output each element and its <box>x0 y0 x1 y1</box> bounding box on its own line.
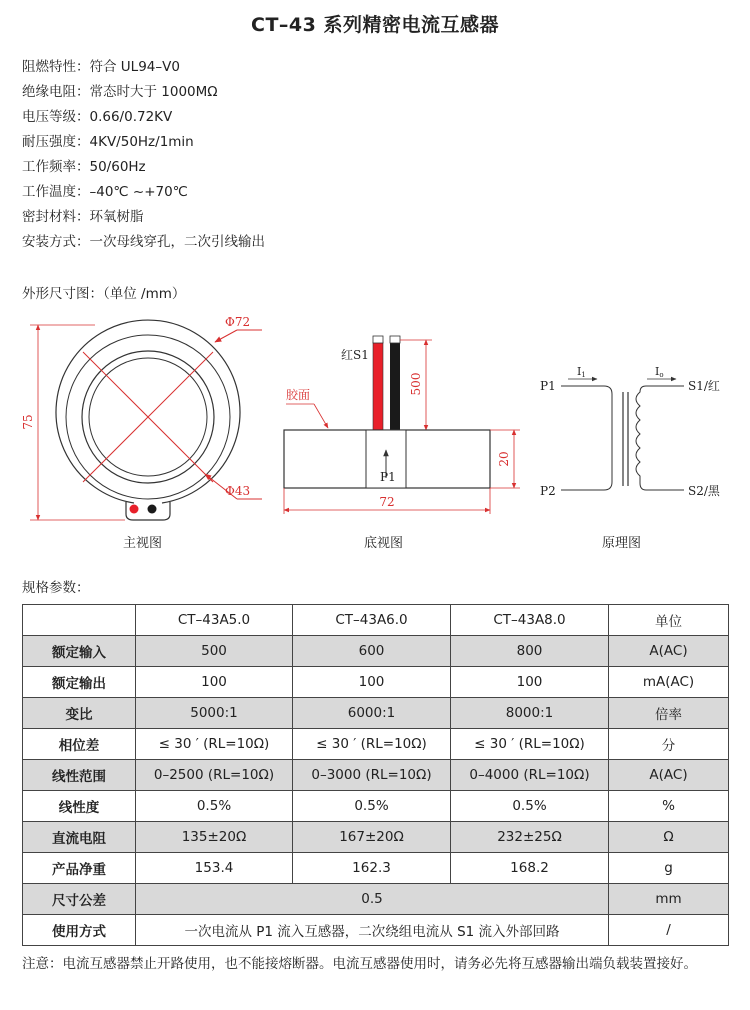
row-label: 变比 <box>23 698 136 729</box>
table-cell: 6000:1 <box>293 698 451 729</box>
table-header-row <box>23 605 729 636</box>
red-wire <box>373 342 383 430</box>
table-cell: 0–3000 (RL=10Ω) <box>293 760 451 791</box>
row-label: 额定输入 <box>23 636 136 667</box>
table-cell: 232±25Ω <box>451 822 609 853</box>
table-cell: 一次电流从 P1 流入互感器，二次绕组电流从 S1 流入外部回路 <box>136 915 609 946</box>
table-cell: 5000:1 <box>136 698 293 729</box>
table-header-cell: CT–43A8.0 <box>451 605 609 636</box>
dimensions-heading: 外形尺寸图：（单位 /mm） <box>22 286 186 302</box>
p1-terminal-label: P1 <box>540 379 556 393</box>
row-label: 产品净重 <box>23 853 136 884</box>
p2-terminal-label: P2 <box>540 484 556 498</box>
spec-value: 4KV/50Hz/1min <box>89 134 194 150</box>
primary-current-label: I1 <box>577 365 586 379</box>
table-cell: ≤ 30 ′ (RL=10Ω) <box>293 729 451 760</box>
row-label: 使用方式 <box>23 915 136 946</box>
spec-row <box>22 80 265 105</box>
secondary-current-label: Io <box>655 365 664 379</box>
wire-label: 红S1 <box>341 348 369 362</box>
page-title: CT–43 系列精密电流互感器 <box>251 14 499 36</box>
table-cell: 8000:1 <box>451 698 609 729</box>
bottom-view <box>284 336 520 514</box>
table-cell: 135±20Ω <box>136 822 293 853</box>
bottom-view-caption: 底视图 <box>364 536 404 551</box>
row-label: 直流电阻 <box>23 822 136 853</box>
table-row <box>23 729 729 760</box>
row-label: 线性度 <box>23 791 136 822</box>
s1-terminal-label: S1/红 <box>688 379 720 393</box>
spec-table <box>22 604 729 946</box>
table-row <box>23 822 729 853</box>
spec-row <box>22 55 265 80</box>
leader-line <box>314 404 328 428</box>
table-cell: 100 <box>451 667 609 698</box>
table-header-cell: CT–43A6.0 <box>293 605 451 636</box>
table-row <box>23 915 729 946</box>
table-cell: 168.2 <box>451 853 609 884</box>
unit-cell: / <box>609 915 729 946</box>
spec-row <box>22 155 265 180</box>
spec-label: 耐压强度： <box>22 134 90 150</box>
row-label: 相位差 <box>23 729 136 760</box>
row-label: 尺寸公差 <box>23 884 136 915</box>
unit-cell: A(AC) <box>609 760 729 791</box>
spec-label: 安装方式： <box>22 234 90 250</box>
lead-dimension-label: 500 <box>409 372 423 396</box>
spec-value: 环氧树脂 <box>89 209 144 225</box>
table-cell: 800 <box>451 636 609 667</box>
caution-note: 注意：电流互感器禁止开路使用，也不能接熔断器。电流互感器使用时，请务必先将互感器输出端负载装置接好。 <box>22 956 697 972</box>
table-cell: 500 <box>136 636 293 667</box>
glue-label: 胶面 <box>286 388 311 402</box>
row-label: 线性范围 <box>23 760 136 791</box>
body-height-dimension-label: 20 <box>497 451 511 467</box>
spec-row <box>22 180 265 205</box>
unit-cell: Ω <box>609 822 729 853</box>
spec-label: 阻燃特性： <box>22 59 90 75</box>
black-wire <box>390 342 400 430</box>
red-terminal <box>130 505 139 514</box>
table-cell: 0.5% <box>136 791 293 822</box>
table-cell: 100 <box>136 667 293 698</box>
spec-row <box>22 105 265 130</box>
spec-value: 0.66/0.72KV <box>89 109 173 125</box>
unit-cell: % <box>609 791 729 822</box>
secondary-winding <box>636 386 684 490</box>
table-cell: 100 <box>293 667 451 698</box>
leader-line <box>215 330 237 342</box>
table-cell: 0–4000 (RL=10Ω) <box>451 760 609 791</box>
spec-row <box>22 205 265 230</box>
table-cell: 0.5 <box>136 884 609 915</box>
spec-label: 工作温度： <box>22 184 90 200</box>
spec-label: 工作频率： <box>22 159 90 175</box>
unit-cell: A(AC) <box>609 636 729 667</box>
spec-list <box>22 55 265 255</box>
inner-diameter-label: Φ43 <box>225 484 251 498</box>
width-dimension-label: 72 <box>379 495 395 509</box>
table-row <box>23 760 729 791</box>
table-row <box>23 791 729 822</box>
table-header-cell <box>23 605 136 636</box>
spec-label: 密封材料： <box>22 209 90 225</box>
black-terminal <box>148 505 157 514</box>
primary-conductor <box>561 386 612 490</box>
spec-value: 符合 UL94–V0 <box>89 59 180 75</box>
table-cell: ≤ 30 ′ (RL=10Ω) <box>136 729 293 760</box>
table-header-cell: CT–43A5.0 <box>136 605 293 636</box>
s2-terminal-label: S2/黑 <box>688 484 720 498</box>
spec-row <box>22 230 265 255</box>
table-row <box>23 667 729 698</box>
table-cell: 153.4 <box>136 853 293 884</box>
spec-label: 电压等级： <box>22 109 90 125</box>
table-row <box>23 853 729 884</box>
schematic-caption: 原理图 <box>602 536 642 551</box>
dimension-drawings <box>0 300 750 530</box>
table-cell: 0.5% <box>293 791 451 822</box>
unit-cell: g <box>609 853 729 884</box>
p1-label: P1 <box>380 470 396 484</box>
table-header-cell: 单位 <box>609 605 729 636</box>
table-row <box>23 636 729 667</box>
unit-cell: 倍率 <box>609 698 729 729</box>
spec-row <box>22 130 265 155</box>
outer-diameter-label: Φ72 <box>225 315 251 329</box>
table-cell: 0–2500 (RL=10Ω) <box>136 760 293 791</box>
row-label: 额定输出 <box>23 667 136 698</box>
unit-cell: mm <box>609 884 729 915</box>
table-cell: 0.5% <box>451 791 609 822</box>
spec-value: 50/60Hz <box>89 159 146 175</box>
spec-value: –40℃ ~+70℃ <box>89 184 188 200</box>
table-cell: ≤ 30 ′ (RL=10Ω) <box>451 729 609 760</box>
schematic <box>540 365 721 498</box>
front-view-caption: 主视图 <box>123 536 163 551</box>
front-view <box>21 315 262 520</box>
unit-cell: 分 <box>609 729 729 760</box>
table-cell: 600 <box>293 636 451 667</box>
height-dimension-label: 75 <box>21 414 35 430</box>
red-wire-tip <box>373 336 383 343</box>
spec-label: 绝缘电阻： <box>22 84 90 100</box>
table-cell: 167±20Ω <box>293 822 451 853</box>
spec-value: 一次母线穿孔，二次引线输出 <box>89 234 265 250</box>
table-cell: 162.3 <box>293 853 451 884</box>
spec-value: 常态时大于 1000MΩ <box>89 84 218 100</box>
table-row <box>23 698 729 729</box>
unit-cell: mA(AC) <box>609 667 729 698</box>
black-wire-tip <box>390 336 400 343</box>
table-row <box>23 884 729 915</box>
parameters-heading: 规格参数： <box>22 580 90 596</box>
